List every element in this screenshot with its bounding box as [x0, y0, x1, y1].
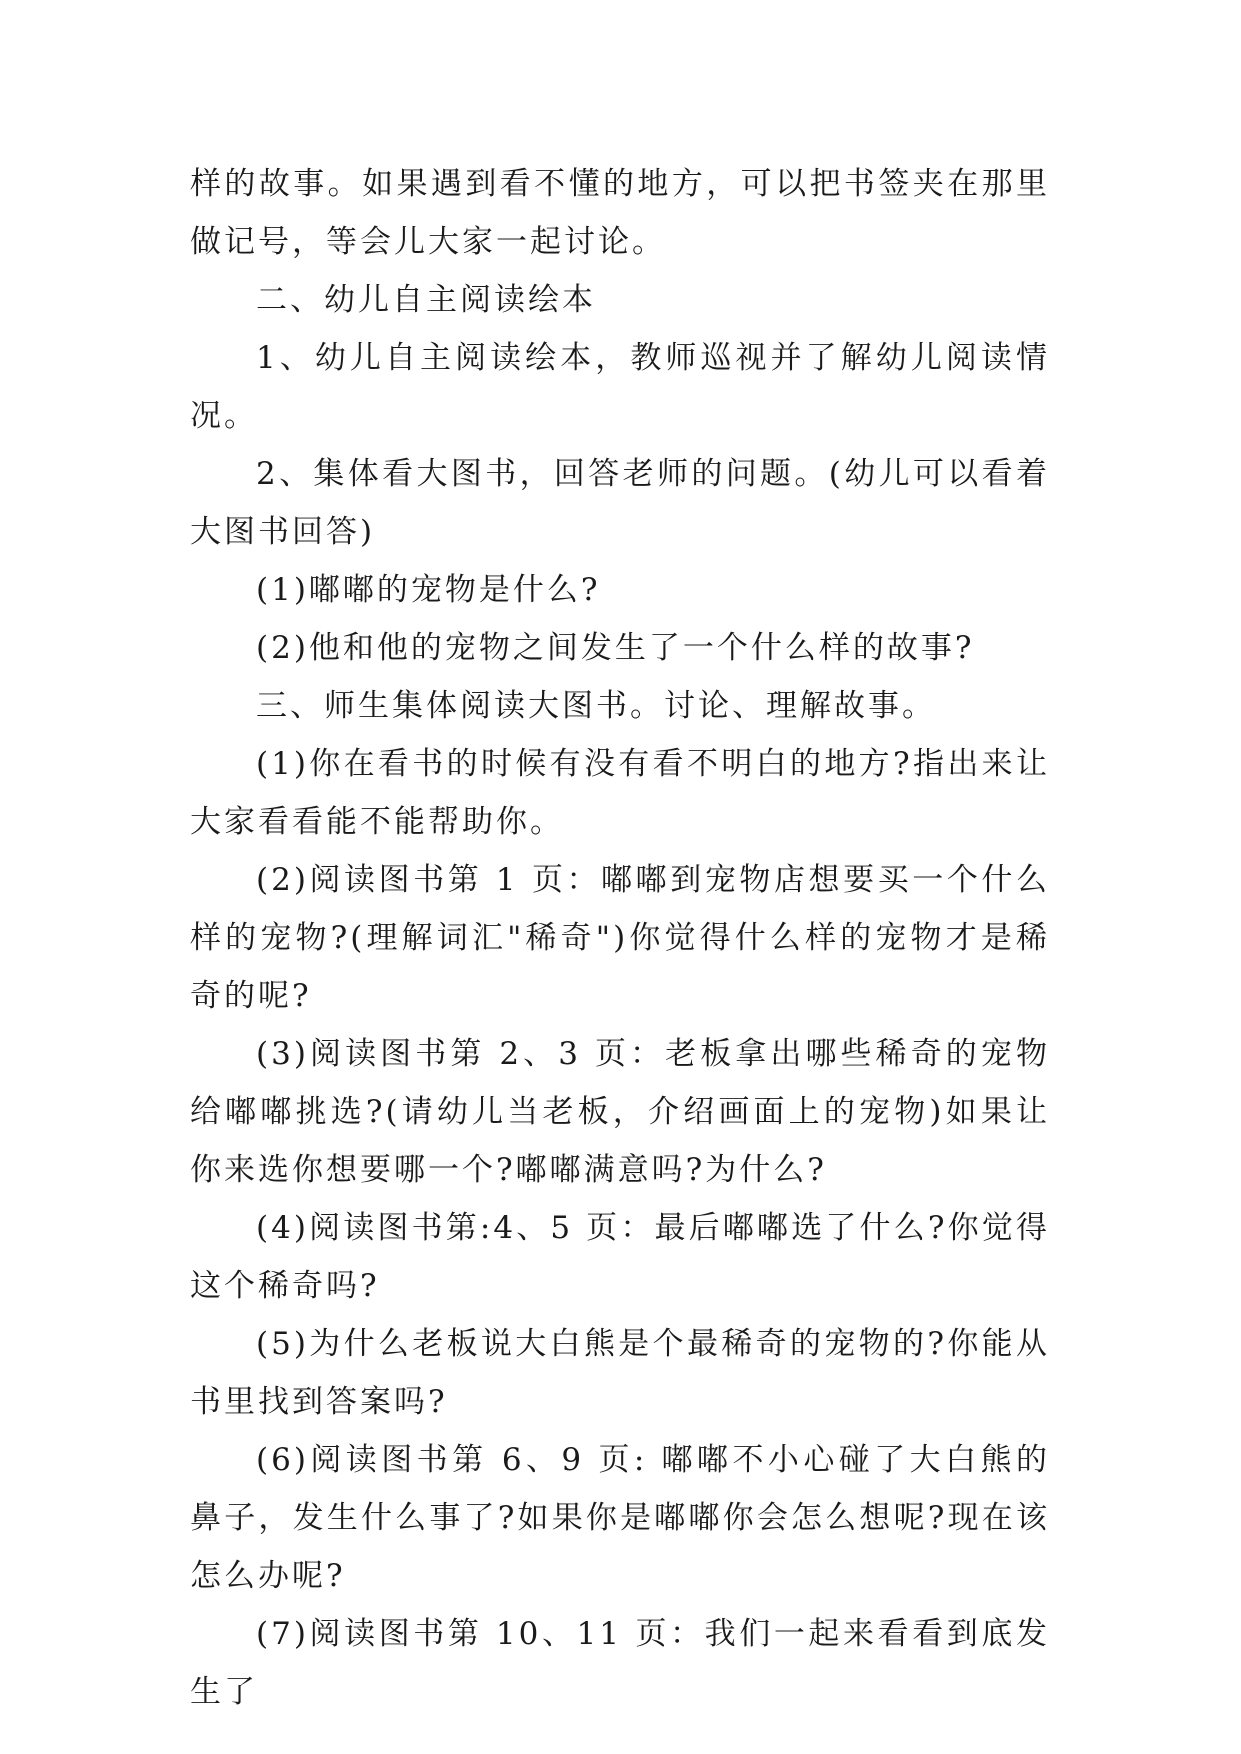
paragraph-step-1: 1、幼儿自主阅读绘本，教师巡视并了解幼儿阅读情况。 [190, 340, 1050, 434]
paragraph-story-continuation: 样的故事。如果遇到看不懂的地方，可以把书签夹在那里做记号，等会儿大家一起讨论。 [190, 166, 1050, 260]
discussion-item-7: (7)阅读图书第 10、11 页：我们一起来看看到底发生了 [190, 1616, 1050, 1710]
discussion-item-3: (3)阅读图书第 2、3 页：老板拿出哪些稀奇的宠物给嘟嘟挑选?(请幼儿当老板，介绍画面上的宠物)如果让你来选你想要哪一个?嘟嘟满意吗?为什么? [190, 1036, 1050, 1188]
discussion-item-5: (5)为什么老板说大白熊是个最稀奇的宠物的?你能从书里找到答案吗? [190, 1326, 1050, 1420]
question-1: (1)嘟嘟的宠物是什么? [256, 572, 601, 608]
discussion-item-2: (2)阅读图书第 1 页：嘟嘟到宠物店想要买一个什么样的宠物?(理解词汇"稀奇")你觉得什么样的宠物才是稀奇的呢? [190, 862, 1050, 1014]
document-body [190, 155, 1050, 1721]
discussion-item-6: (6)阅读图书第 6、9 页: 嘟嘟不小心碰了大白熊的鼻子，发生什么事了?如果你是嘟嘟你会怎么想呢?现在该怎么办呢? [190, 1442, 1050, 1594]
question-2: (2)他和他的宠物之间发生了一个什么样的故事? [256, 630, 975, 666]
discussion-item-1: (1)你在看书的时候有没有看不明白的地方?指出来让大家看看能不能帮助你。 [190, 746, 1050, 840]
heading-section-two: 二、幼儿自主阅读绘本 [256, 282, 596, 318]
heading-section-three: 三、师生集体阅读大图书。讨论、理解故事。 [256, 688, 936, 724]
discussion-item-4: (4)阅读图书第:4、5 页：最后嘟嘟选了什么?你觉得这个稀奇吗? [190, 1210, 1050, 1304]
paragraph-step-2: 2、集体看大图书，回答老师的问题。(幼儿可以看着大图书回答) [190, 456, 1050, 550]
